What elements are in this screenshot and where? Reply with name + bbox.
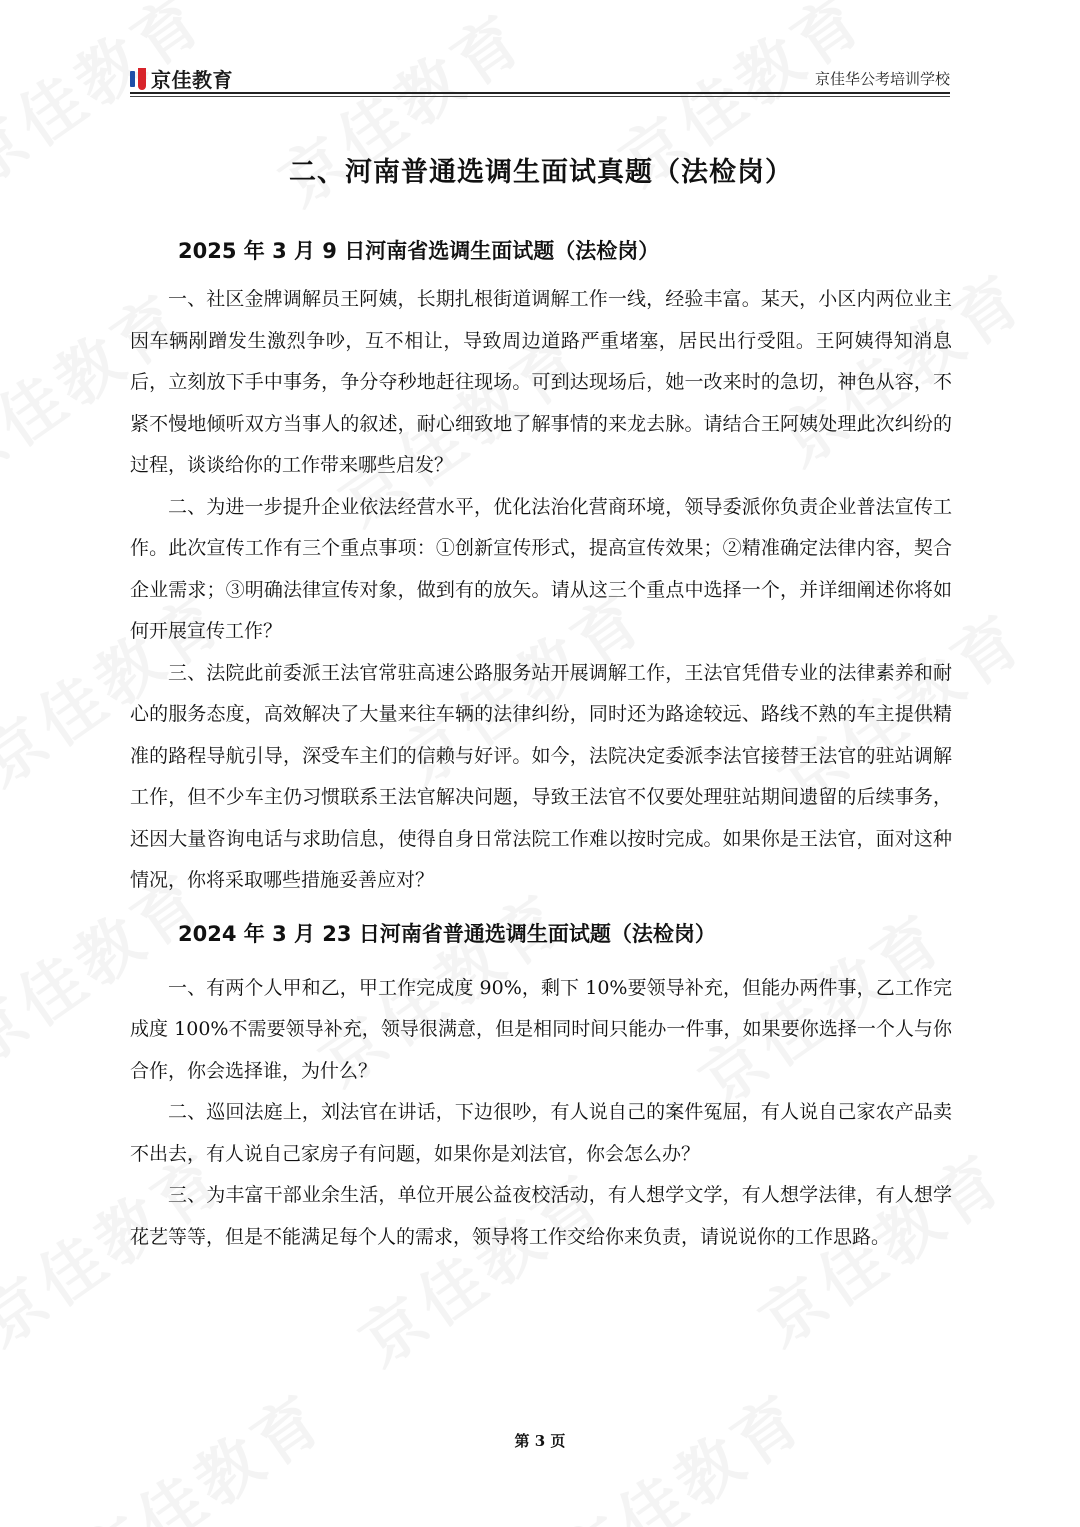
exam-title-2024: 2024 年 3 月 23 日河南省普通选调生面试题（法检岗）	[178, 921, 716, 946]
question: 二、为进一步提升企业依法经营水平，优化法治化营商环境，领导委派你负责企业普法宣传工作。此次宣传工作有三个重点事项：①创新宣传形式，提高宣传效果；②精准确定法律内容，契合企业需求；③明确法律宣传对象，做到有的放矢。请从这三个重点中选择一个，并详细阐述你将如何开展宣传工作？	[130, 495, 952, 642]
page-number: 第 3 页	[514, 1432, 566, 1450]
question: 三、法院此前委派王法官常驻高速公路服务站开展调解工作，王法官凭借专业的法律素养和耐心的服务态度，高效解决了大量来往车辆的法律纠纷，同时还为路途较远、路线不熟的车主提供精准的路程导航引导，深受车主们的信赖与好评。如今，法院决定委派李法官接替王法官的驻站调解工作，但不少车主仍习惯联系王法官解决问题，导致王法官不仅要处理驻站期间遗留的后续事务，还因大量咨询电话与求助信息，使得自身日常法院工作难以按时完成。如果你是王法官，面对这种情况，你将采取哪些措施妥善应对？	[130, 661, 952, 891]
question: 一、社区金牌调解员王阿姨，长期扎根街道调解工作一线，经验丰富。某天，小区内两位业主因车辆剐蹭发生激烈争吵，互不相让，导致周边道路严重堵塞，居民出行受阻。王阿姨得知消息后，立刻放下手中事务，争分夺秒地赶往现场。可到达现场后，她一改来时的急切，神色从容，不紧不慢地倾听双方当事人的叙述，耐心细致地了解事情的来龙去脉。请结合王阿姨处理此次纠纷的过程，谈谈给你的工作带来哪些启发？	[130, 288, 952, 476]
question: 一、有两个人甲和乙，甲工作完成度 90%，剩下 10%要领导补充，但能办两件事，乙工作完成度 100%不需要领导补充，领导很满意，但是相同时间只能办一件事，如果要你选择一个人与你合作，你会选择谁，为什么？	[130, 976, 952, 1082]
logo-text: 京佳教育	[151, 68, 233, 92]
section-title: 二、河南普通选调生面试真题（法检岗）	[289, 157, 793, 188]
logo-icon	[130, 68, 147, 90]
document-body	[130, 150, 952, 1258]
header-divider-thin	[130, 96, 950, 97]
page-header	[130, 62, 950, 92]
brand-logo	[130, 64, 233, 93]
school-name: 京佳华公考培训学校	[814, 70, 950, 88]
question: 三、为丰富干部业余生活，单位开展公益夜校活动，有人想学文学，有人想学法律，有人想学花艺等等，但是不能满足每个人的需求，领导将工作交给你来负责，请说说你的工作思路。	[130, 1184, 952, 1248]
exam-title-2025: 2025 年 3 月 9 日河南省选调生面试题（法检岗）	[178, 239, 660, 263]
header-divider	[130, 92, 950, 94]
question: 二、巡回法庭上，刘法官在讲话，下边很吵，有人说自己的案件冤屈，有人说自己家农产品卖不出去，有人说自己家房子有问题，如果你是刘法官，你会怎么办？	[130, 1101, 952, 1165]
